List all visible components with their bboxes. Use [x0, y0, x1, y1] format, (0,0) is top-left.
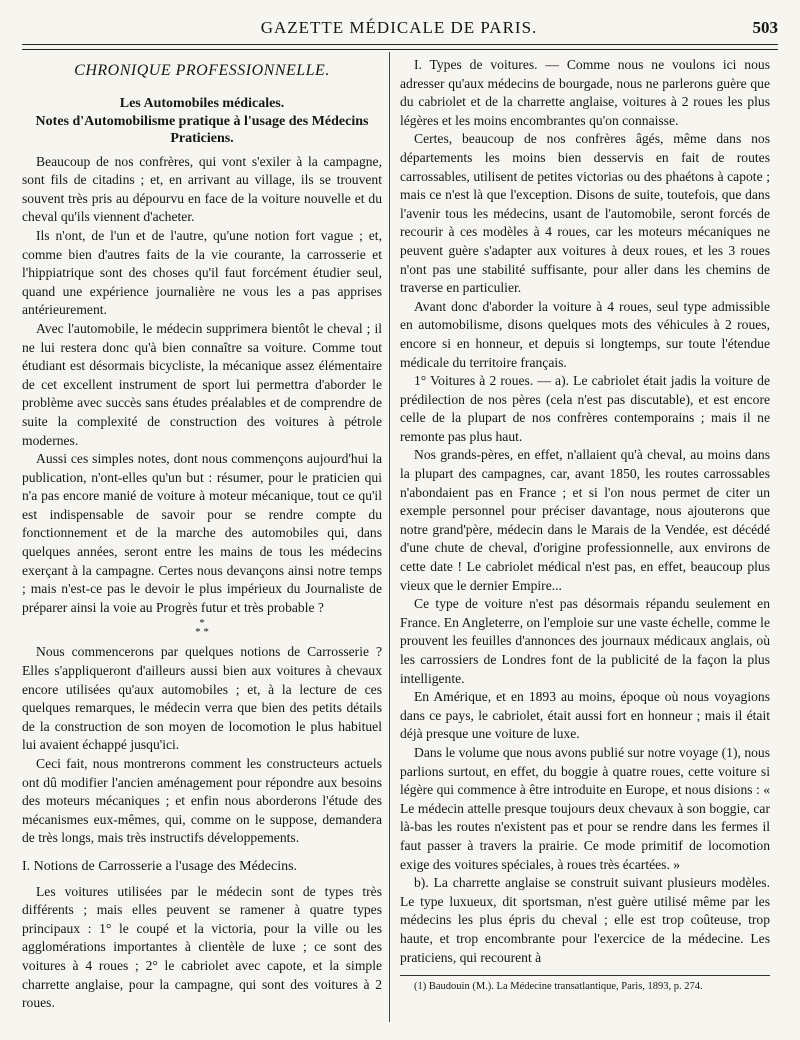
column-divider [389, 52, 390, 1022]
paragraph: Ceci fait, nous montrerons comment les constructeurs actuels ont dû modifier l'ancien aménagement pour répondre aux besoins des moteurs mécaniques ; et enfin nous aborderons l'étude des mécanismes eux-mêmes, qui, comme on le suppose, demandera de très longs, mais très instructifs développements. [22, 756, 382, 846]
journal-title: GAZETTE MÉDICALE DE PARIS. [260, 18, 538, 37]
paragraph: b). La charrette anglaise se construit suivant plusieurs modèles. Le type luxueux, dit sportsman, n'est guère utilisé même par les médecins les plus épris du cheval ; elle est trop coûteuse, trop haute, et trop encombrante pour l'exercice de la médecine. Les praticiens, qui recourent à [400, 875, 770, 965]
paragraph: En Amérique, et en 1893 au moins, époque où nous voyagions dans ce pays, le cabriolet, était aussi fort en honneur ; mais il était déjà presque une voiture de luxe. [400, 689, 770, 742]
left-column [22, 56, 382, 1013]
footnote-rule [400, 975, 770, 976]
paragraph: Avant donc d'aborder la voiture à 4 roues, seul type admissible en automobilisme, disons quelques mots des véhicules à 2 roues, encore si en honneur, et depuis si longtemps, sur toute l'étendue médicale du territoire français. [400, 298, 770, 370]
paragraph: Nos grands-pères, en effet, n'allaient qu'à cheval, au moins dans la plupart des campagnes, car, avant 1850, les routes carrossables n'abondaient pas en France ; et si l'on nous permet de citer un exemple personnel pour préciser davantage, nous ajouterons que notre grand'père, médecin dans le Marais de la Vendée, est décédé d'une chute de cheval, d'origine professionnelle, aux environs de cette date ! Le cabriolet médical n'est pas, en effet, beaucoup plus vieux que le dernier Empire... [400, 447, 770, 593]
paragraph: Avec l'automobile, le médecin supprimera bientôt le cheval ; il ne lui restera donc qu'à bien connaître sa voiture. Comme tout étudiant est désormais bicycliste, la mécanique assez élémentaire de cet excellent instrument de sport lui permettra d'aborder le problème avec succès sans études préalables et de comprendre de suite la complexité de construction des voitures à pétrole modernes. [22, 320, 382, 448]
paragraph: I. Types de voitures. — Comme nous ne voulons ici nous adresser qu'aux médecins de bourgade, nous ne parlerons guère que du cabriolet et de la charrette anglaise, voitures à 2 roues les plus légères et les moins encombrantes qu'on connaisse. [400, 57, 770, 128]
footnote: (1) Baudouin (M.). La Médecine transatlantique, Paris, 1893, p. 274. [414, 981, 703, 993]
paragraph: 1° Voitures à 2 roues. — a). Le cabriolet était jadis la voiture de prédilection de nos pères (cela n'est pas discutable), et est encore celle de la plupart de nos confrères contemporains ; mais il ne remonte pas plus haut. [400, 373, 770, 444]
asterism-separator [22, 619, 382, 637]
article-subtitle: Notes d'Automobilisme pratique à l'usage des Médecins Praticiens. [35, 113, 369, 146]
paragraph: Beaucoup de nos confrères, qui vont s'exiler à la campagne, sont fils de citadins ; et, en arrivant au village, ils se trouvent souvent très pris au dépourvu en face de la voiture nouvelle et du cheval qu'ils viennent d'acheter. [22, 153, 382, 225]
article-title: Les Automobiles médicales. [119, 95, 285, 111]
paragraph: Les voitures utilisées par le médecin sont de types très différents ; mais elles peuvent se ramener à quatre types principaux : 1° le coupé et la victoria, pour la ville ou les agglomérations importantes à clientèle de luxe ; ce sont des voitures à 4 roues ; 2° le cabriolet avec capote, et la simple charrette anglaise, pour la campagne, qui sont des voitures à 2 roues. [22, 883, 382, 1011]
page-number: 503 [752, 18, 778, 37]
asterism-top: * [199, 617, 205, 630]
asterism-bottom: * * [195, 626, 209, 639]
paragraph: Aussi ces simples notes, dont nous commençons aujourd'hui la publication, n'ont-elles qu'un but : résumer, pour le praticien qui n'a pas encore manié de voiture à moteur mécanique, tout ce qu'il est indispensable de savoir pour se rendre compte du fonctionnement et de la marche des automobiles qui, dans quelques années, seront entre les mains de tous les médecins exerçant à la campagne. Certes nous devançons ainsi notre temps ; mais n'est-ce pas le devoir le plus impérieux du Journaliste de préparer ainsi la voie au Progrès futur et très probable ? [22, 451, 382, 615]
running-head [20, 14, 778, 44]
chapter-heading: I. Notions de Carrosserie a l'usage des Médecins. [22, 858, 298, 874]
paragraph: Ils n'ont, de l'un et de l'autre, qu'une notion fort vague ; et, comme bien d'autres faits de la vie courante, la carrosserie et l'hippiatrique sont des choses qu'il faut forcément étudier seul, quand une expérience journalière ne vous les a pas apprises antérieurement. [22, 227, 382, 318]
paragraph: Dans le volume que nous avons publié sur notre voyage (1), nous parlions surtout, en effet, du boggie à quatre roues, cette voiture si légère qui commence à être introduite en Europe, et nous disions : « Le médecin attelle presque toujours deux chevaux à son boggie, car là-bas les routes n'existent pas et pour se rendre dans les fermes il faut passer à travers la prairie. Ce mode primitif de locomotion exige des voitures spéciales, à roues très écartées. » [400, 744, 770, 872]
header-double-rule [22, 44, 778, 50]
paragraph: Ce type de voiture n'est pas désormais répandu seulement en France. En Angleterre, on l'emploie sur une vaste échelle, comme le prouvent les feuilles d'annonces des journaux médicaux anglais, où les carrossiers de Londres font de la publicité de la façon la plus intelligente. [400, 596, 770, 686]
paragraph: Nous commencerons par quelques notions de Carrosserie ? Elles s'appliqueront d'ailleurs aussi bien aux voitures à chevaux encore utilisées qu'aux automobiles ; et, à la lecture de ces quelques remarques, le médecin verra que bien des petits détails de la construction de son moyen de locomotion le plus habituel lui avaient échappé jusqu'ici. [22, 644, 382, 753]
paragraph: Certes, beaucoup de nos confrères âgés, même dans nos départements les moins bien desservis en fait de routes carrossables, utilisent de petites victorias ou des phaétons à capote ; mais ce n'est là que l'exception. Disons de suite, toutefois, que dans l'avenir tous les médecins, usant de l'automobile, seront forcés de recourir à ces modèles à 4 roues, car les moteurs mécaniques ne peuvent guère s'adapter aux voitures à deux roues, et les 3 roues n'ont pas une stabilité suffisante, pour aller dans les chemins de traverse en particulier. [400, 131, 770, 296]
section-heading: CHRONIQUE PROFESSIONNELLE. [74, 62, 330, 79]
right-column [400, 56, 770, 993]
